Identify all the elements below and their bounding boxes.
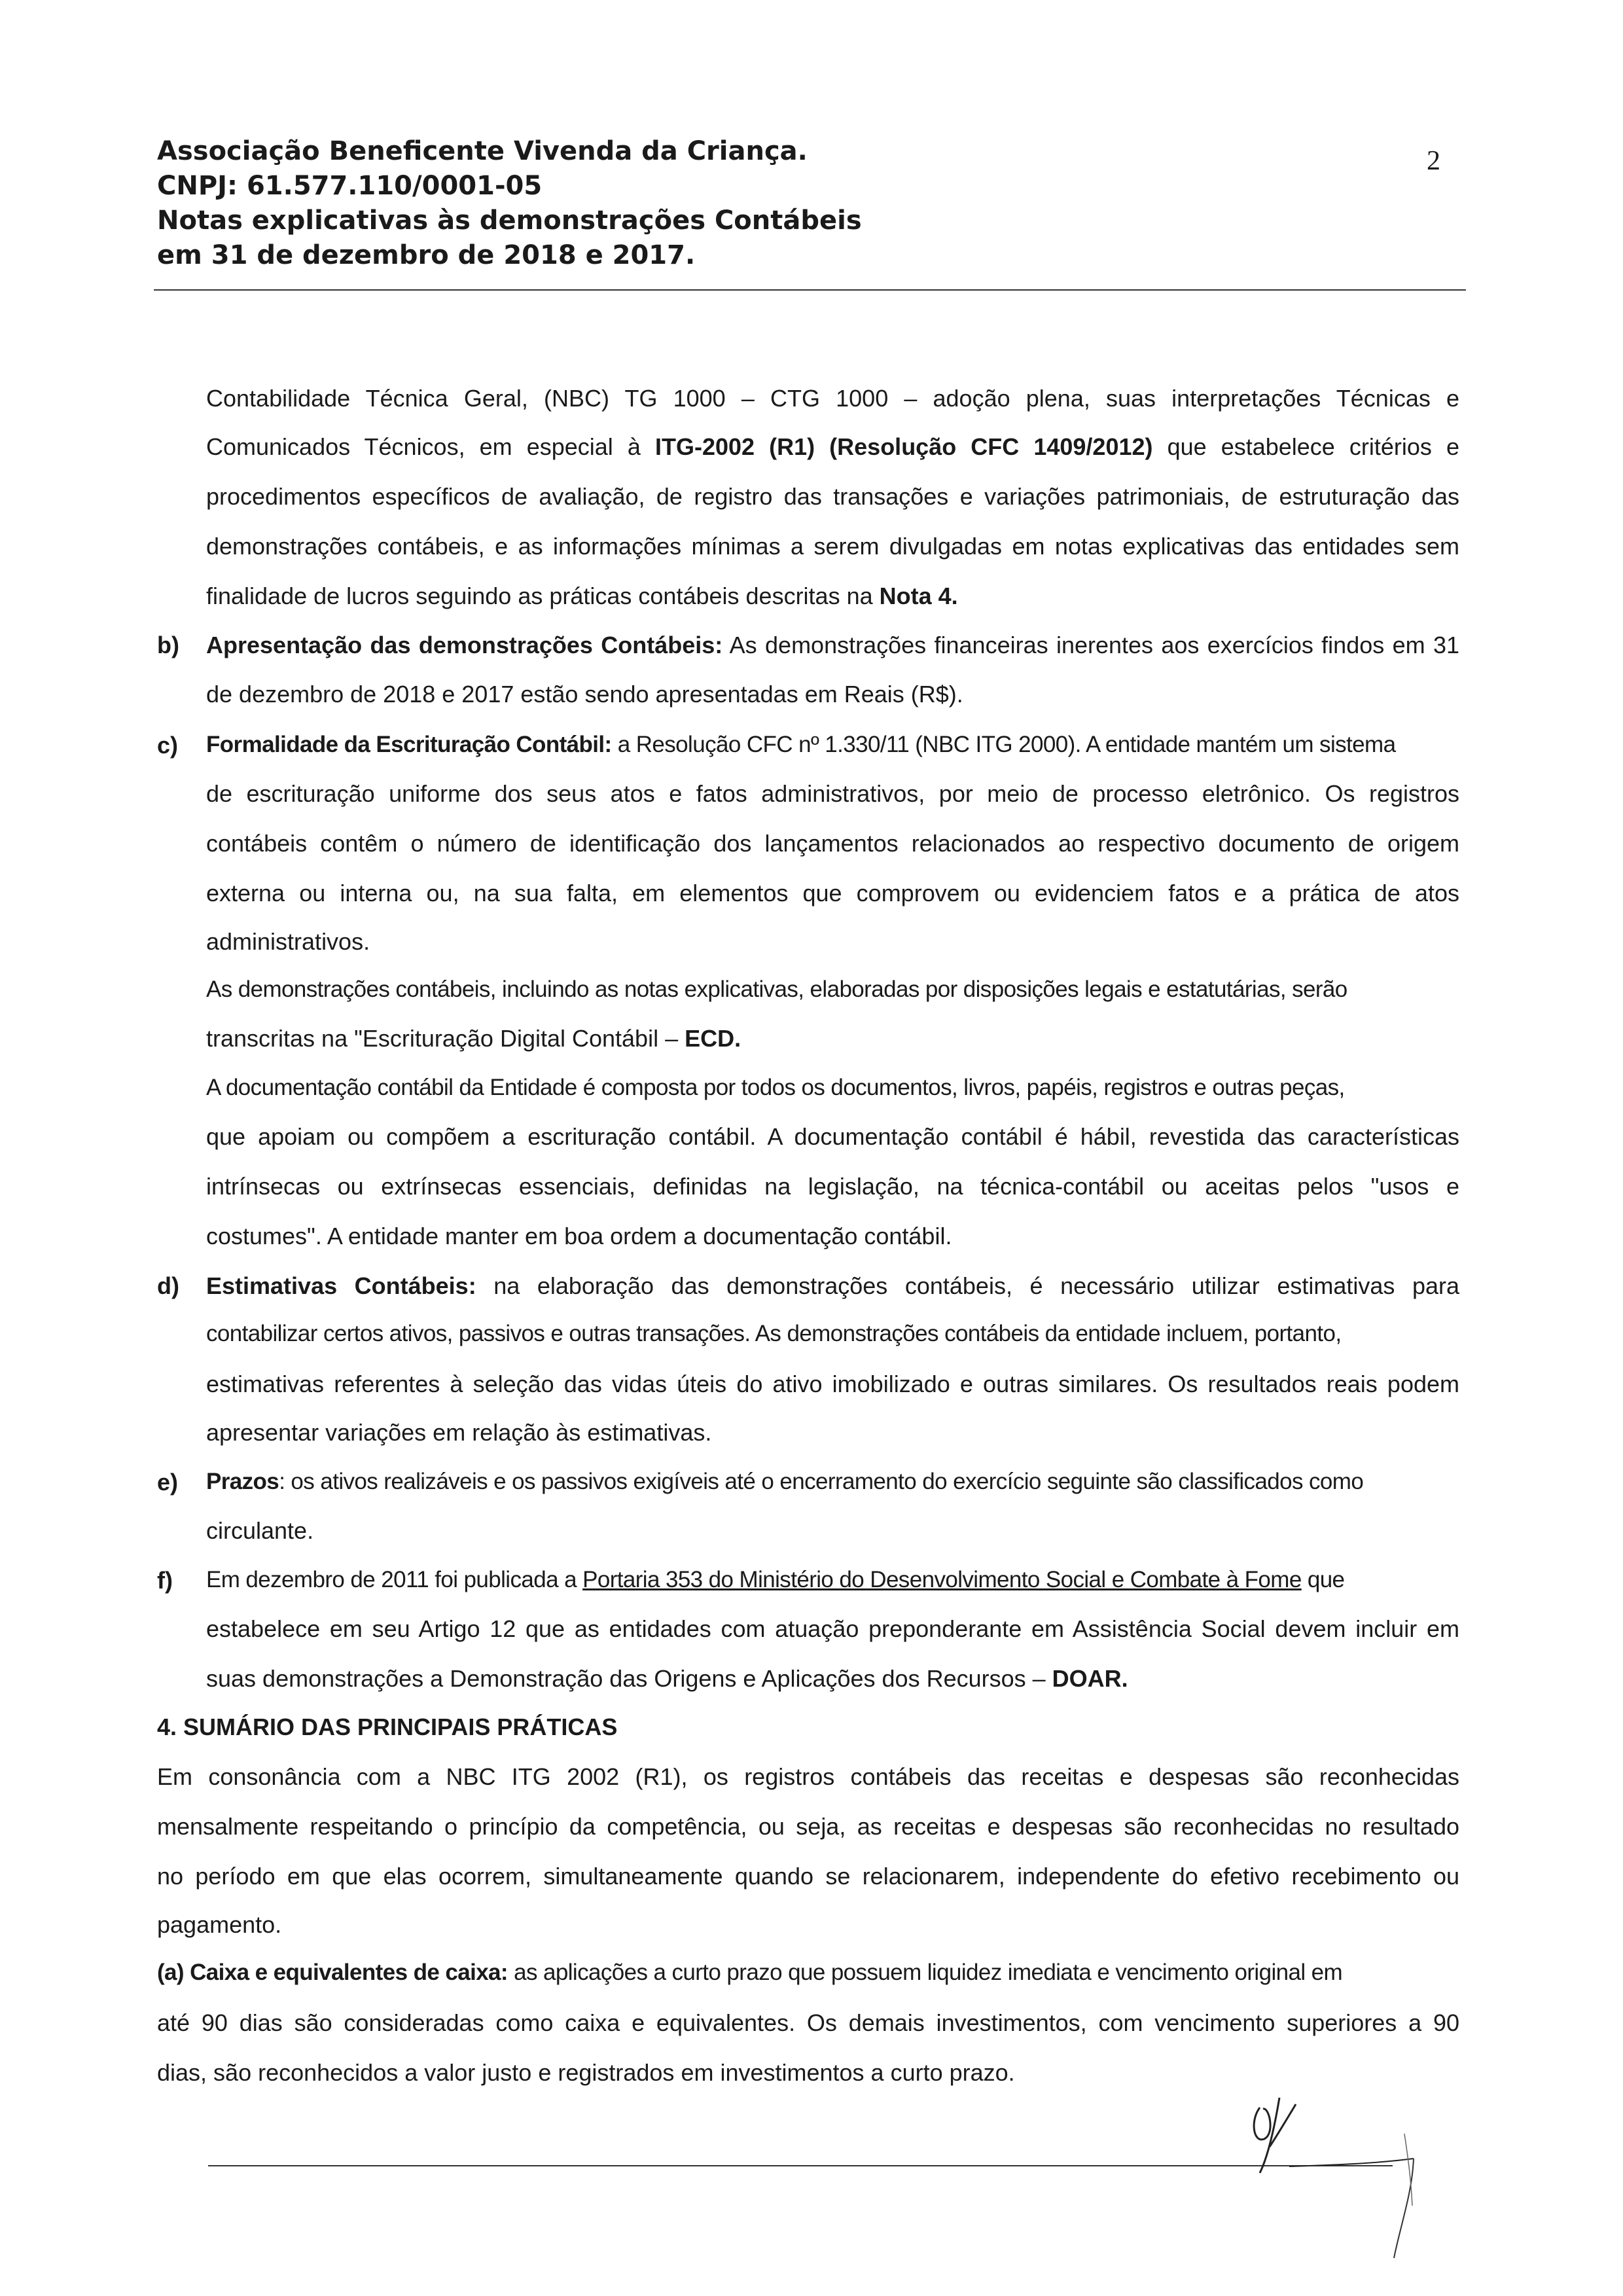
item-c-label: c) — [157, 732, 179, 759]
item-a-title: (a) Caixa e equivalentes de caixa: — [157, 1960, 508, 1985]
item-c-line-2: de escrituração uniforme dos seus atos e fatos administrativos, por meio de processo eletrônico. Os registros — [206, 780, 1459, 807]
section-4-line-3: no período em que elas ocorrem, simultaneamente quando se relacionarem, independente do efetivo recebimento ou — [157, 1863, 1459, 1890]
item-e-label: e) — [157, 1469, 179, 1496]
organization-name: Associação Beneficente Vivenda da Criança. — [157, 136, 808, 166]
intro-line-1: Contabilidade Técnica Geral, (NBC) TG 1000 – CTG 1000 – adoção plena, suas interpretações Técnicas e — [206, 385, 1459, 412]
ecd-reference: ECD. — [685, 1025, 741, 1052]
item-c-line-1: Formalidade da Escrituração Contábil: a Resolução CFC nº 1.330/11 (NBC ITG 2000). A entidade mantém um sistema — [206, 732, 1396, 757]
item-d-line-3: estimativas referentes à seleção das vidas úteis do ativo imobilizado e outras similares. Os resultados reais podem — [206, 1371, 1459, 1397]
intro-line-4: demonstrações contábeis, e as informações mínimas a serem divulgadas em notas explicativas das entidades sem — [206, 533, 1459, 560]
item-c-line-4: externa ou interna ou, na sua falta, em elementos que comprovem ou evidenciem fatos e a prática de atos — [206, 880, 1459, 906]
document-title: Notas explicativas às demonstrações Contábeis — [157, 206, 862, 236]
document-period: em 31 de dezembro de 2018 e 2017. — [157, 240, 696, 270]
item-e-line-2: circulante. — [206, 1517, 314, 1544]
intro-line-5: finalidade de lucros seguindo as práticas contábeis descritas na Nota 4. — [206, 583, 958, 609]
section-4-heading: 4. SUMÁRIO DAS PRINCIPAIS PRÁTICAS — [157, 1713, 618, 1740]
handwritten-signature-icon — [1224, 2081, 1446, 2278]
item-d-line-2: contabilizar certos ativos, passivos e outras transações. As demonstrações contábeis da entidade incluem, portanto, — [206, 1321, 1342, 1346]
item-e-line-1: Prazos: os ativos realizáveis e os passivos exigíveis até o encerramento do exercício seguinte são classificados como — [206, 1469, 1364, 1494]
page-number: 2 — [1427, 146, 1440, 176]
item-c-para2-line-1: As demonstrações contábeis, incluindo as notas explicativas, elaboradas por disposições legais e estatutárias, serão — [206, 977, 1347, 1002]
portaria-353-link: Portaria 353 do Ministério do Desenvolvimento Social e Combate à Fome — [582, 1567, 1302, 1592]
item-d-label: d) — [157, 1272, 179, 1299]
item-d-title: Estimativas Contábeis: — [206, 1272, 476, 1299]
item-c-para3-line-3: intrínsecas ou extrínsecas essenciais, definidas na legislação, na técnica-contábil ou aceitas pelos "usos e — [206, 1173, 1459, 1200]
item-e-title: Prazos — [206, 1469, 279, 1494]
item-f-line-3: suas demonstrações a Demonstração das Origens e Aplicações dos Recursos – DOAR. — [206, 1665, 1128, 1692]
item-d-line-4: apresentar variações em relação às estimativas. — [206, 1419, 712, 1446]
item-f-line-1: Em dezembro de 2011 foi publicada a Portaria 353 do Ministério do Desenvolvimento Social e Combate à Fome que — [206, 1567, 1345, 1592]
item-c-line-3: contábeis contêm o número de identificação dos lançamentos relacionados ao respectivo documento de origem — [206, 830, 1459, 857]
item-b-line-2: de dezembro de 2018 e 2017 estão sendo apresentadas em Reais (R$). — [206, 681, 963, 708]
item-f-label: f) — [157, 1567, 173, 1594]
item-a-line-1: (a) Caixa e equivalentes de caixa: as aplicações a curto prazo que possuem liquidez imediata e vencimento original em — [157, 1960, 1343, 1985]
item-b-line-1: Apresentação das demonstrações Contábeis: As demonstrações financeiras inerentes aos exercícios findos em 31 — [206, 632, 1459, 658]
item-c-title: Formalidade da Escrituração Contábil: — [206, 732, 612, 757]
intro-line-3: procedimentos específicos de avaliação, de registro das transações e variações patrimoniais, de estruturação das — [206, 483, 1459, 510]
item-b-label: b) — [157, 632, 179, 658]
nota-4-reference: Nota 4. — [879, 583, 958, 609]
section-4-line-2: mensalmente respeitando o princípio da competência, ou seja, as receitas e despesas são reconhecidas no resultado — [157, 1813, 1459, 1840]
document-header — [157, 134, 1466, 273]
cnpj-number: CNPJ: 61.577.110/0001-05 — [157, 171, 543, 201]
item-b-title: Apresentação das demonstrações Contábeis: — [206, 632, 723, 658]
footer-divider — [208, 2165, 1393, 2166]
item-a-line-2: até 90 dias são consideradas como caixa e equivalentes. Os demais investimentos, com vencimento superiores a 90 — [157, 2009, 1459, 2036]
item-a-line-3: dias, são reconhecidos a valor justo e registrados em investimentos a curto prazo. — [157, 2059, 1015, 2086]
item-c-para2-line-2: transcritas na "Escrituração Digital Contábil – ECD. — [206, 1025, 741, 1052]
item-d-line-1: Estimativas Contábeis: na elaboração das demonstrações contábeis, é necessário utilizar estimativas para — [206, 1272, 1459, 1299]
item-c-line-5: administrativos. — [206, 928, 370, 955]
item-c-para3-line-1: A documentação contábil da Entidade é composta por todos os documentos, livros, papéis, registros e outras peças, — [206, 1075, 1345, 1100]
section-4-line-4: pagamento. — [157, 1911, 282, 1938]
itg-reference: ITG-2002 (R1) (Resolução CFC 1409/2012) — [654, 433, 1153, 460]
intro-line-2: Comunicados Técnicos, em especial à ITG-2002 (R1) (Resolução CFC 1409/2012) que estabelece critérios e — [206, 433, 1459, 460]
header-divider — [154, 289, 1466, 291]
section-4-line-1: Em consonância com a NBC ITG 2002 (R1), os registros contábeis das receitas e despesas são reconhecidas — [157, 1763, 1459, 1790]
item-c-para3-line-4: costumes". A entidade manter em boa ordem a documentação contábil. — [206, 1223, 952, 1249]
item-c-para3-line-2: que apoiam ou compõem a escrituração contábil. A documentação contábil é hábil, revestida das características — [206, 1123, 1459, 1150]
item-f-line-2: estabelece em seu Artigo 12 que as entidades com atuação preponderante em Assistência Social devem incluir em — [206, 1615, 1459, 1642]
doar-reference: DOAR. — [1052, 1665, 1128, 1692]
